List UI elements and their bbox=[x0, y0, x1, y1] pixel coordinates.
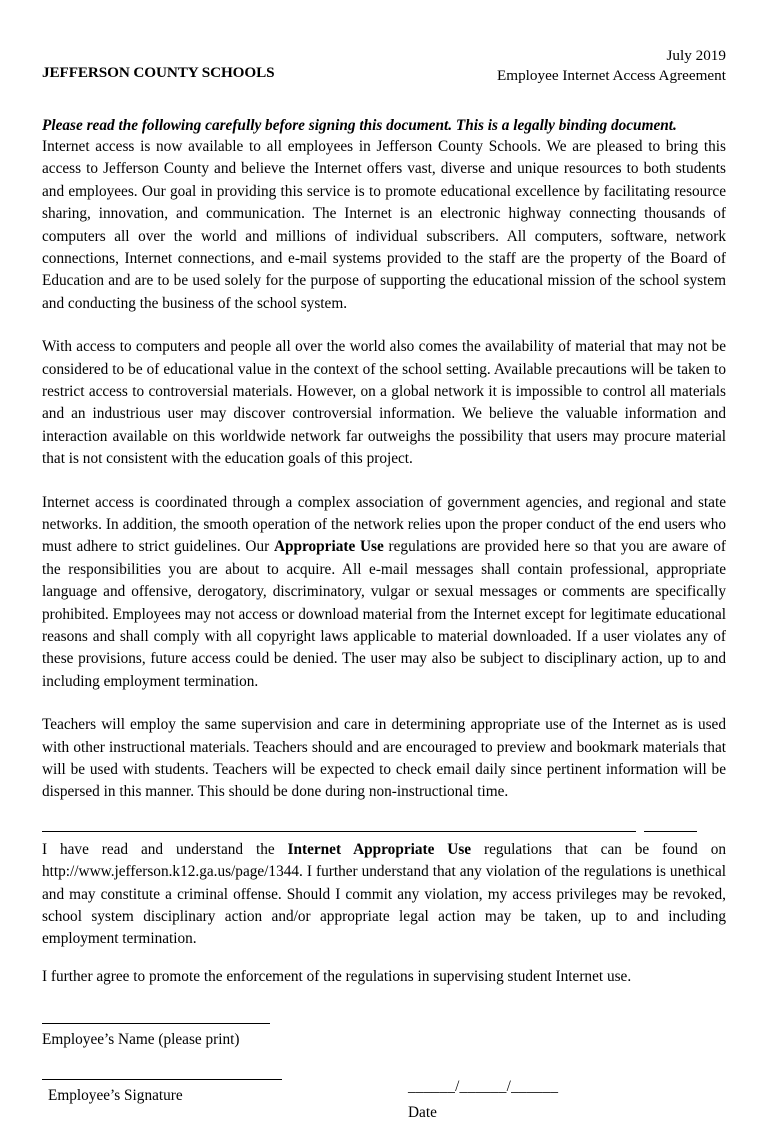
employee-signature-rule[interactable] bbox=[42, 1079, 282, 1080]
document-content bbox=[42, 0, 726, 1131]
body-paragraph-2: With access to computers and people all over the world also comes the availability of material that may not be considered to be of educational value in the context of the school setting. Available precautions will be taken to restrict access to controversial materials. However, on a global network it is impossible to control all materials and an industrious user may discover controversial information. We believe the valuable information and interaction available on this worldwide network far outweighs the possibility that users may procure material that is not consistent with the education goals of this project. bbox=[42, 338, 726, 468]
divider-segment-short bbox=[644, 831, 697, 832]
acknowledgment-text-before-bold: I have read and understand the bbox=[42, 840, 288, 858]
employee-name-label: Employee’s Name (please print) bbox=[42, 1030, 240, 1048]
body-paragraph-4: Teachers will employ the same supervision and care in determining appropriate use of the Internet as is used with other instructional materials. Teachers should and are encouraged to preview and bookmark materials that will be used with students. Teachers will be expected to check email daily since pertinent information will be dispersed in this manner. This should be done during non-instructional time. bbox=[42, 716, 726, 801]
internet-appropriate-use-emphasis: Internet Appropriate Use bbox=[287, 840, 472, 858]
document-title: Employee Internet Access Agreement bbox=[497, 67, 726, 85]
paragraph-3-text-after-bold: regulations are provided here so that you are aware of the responsibilities you are about to acquire. All e-mail messages shall contain professional, appropriate language and offensive, derogatory, discriminatory, vulgar or sexual messages or comments are specifically prohibited. Employees may not access or download material from the Internet except for legitimate educational reasons and shall comply with all copyright laws applicable to material downloaded. If a user violates any of these provisions, future access could be denied. The user may also be subject to disciplinary action, up to and including employment termination. bbox=[42, 538, 726, 690]
organization-name: JEFFERSON COUNTY SCHOOLS bbox=[42, 64, 275, 81]
divider-segment-long bbox=[42, 831, 636, 832]
date-column bbox=[408, 1079, 628, 1123]
date-label: Date bbox=[408, 1104, 437, 1122]
date-input-field[interactable]: ______/______/______ bbox=[408, 1078, 559, 1096]
acknowledgment-extra-line: I further agree to promote the enforcement of the regulations in supervising student Internet use. bbox=[42, 968, 632, 986]
acknowledgment-paragraph bbox=[42, 839, 726, 951]
employee-name-rule[interactable] bbox=[42, 1023, 270, 1024]
appropriate-use-emphasis: Appropriate Use bbox=[273, 538, 384, 556]
signature-date-row bbox=[42, 1079, 726, 1131]
signature-block bbox=[42, 1023, 726, 1131]
document-date: July 2019 bbox=[666, 47, 726, 64]
header-right-block bbox=[497, 46, 726, 87]
body-paragraph-3 bbox=[42, 492, 726, 694]
employee-signature-label: Employee’s Signature bbox=[48, 1087, 183, 1105]
section-divider bbox=[42, 824, 726, 832]
document-header bbox=[42, 46, 726, 90]
body-paragraph-1: Internet access is now available to all employees in Jefferson County Schools. We are pleased to bring this access to Jefferson County and believe the Internet offers vast, diverse and unique resources to both students and employees. Our goal in providing this service is to promote educational excellence by facilitating resource sharing, innovation, and communication. The Internet is an electronic highway connecting thousands of computers all over the world and millions of individual subscribers. All computers, software, network connections, Internet connections, and e-mail systems provided to the staff are the property of the Board of Education and are to be used solely for the purpose of supporting the educational mission of the school system and conducting the business of the school system. bbox=[42, 137, 726, 312]
intro-notice: Please read the following carefully before signing this document. This is a legally binding document. bbox=[42, 117, 677, 134]
paragraph-3-text-before-bold: Internet access is coordinated through a complex association of government agencies, and regional and state networks. In addition, the smooth operation of the network relies upon the proper conduct of the end users who must adhere to strict guidelines. Our bbox=[42, 493, 726, 556]
acknowledgment-text-after-bold: regulations that can be found on http://www.jefferson.k12.ga.us/page/1344. I further understand that any violation of the regulations is unethical and may constitute a criminal offense. Should I commit any violation, my access privileges may be revoked, school system disciplinary action and/or appropriate legal action may be taken, up to and including employment termination. bbox=[42, 840, 726, 948]
signature-column bbox=[42, 1079, 282, 1106]
